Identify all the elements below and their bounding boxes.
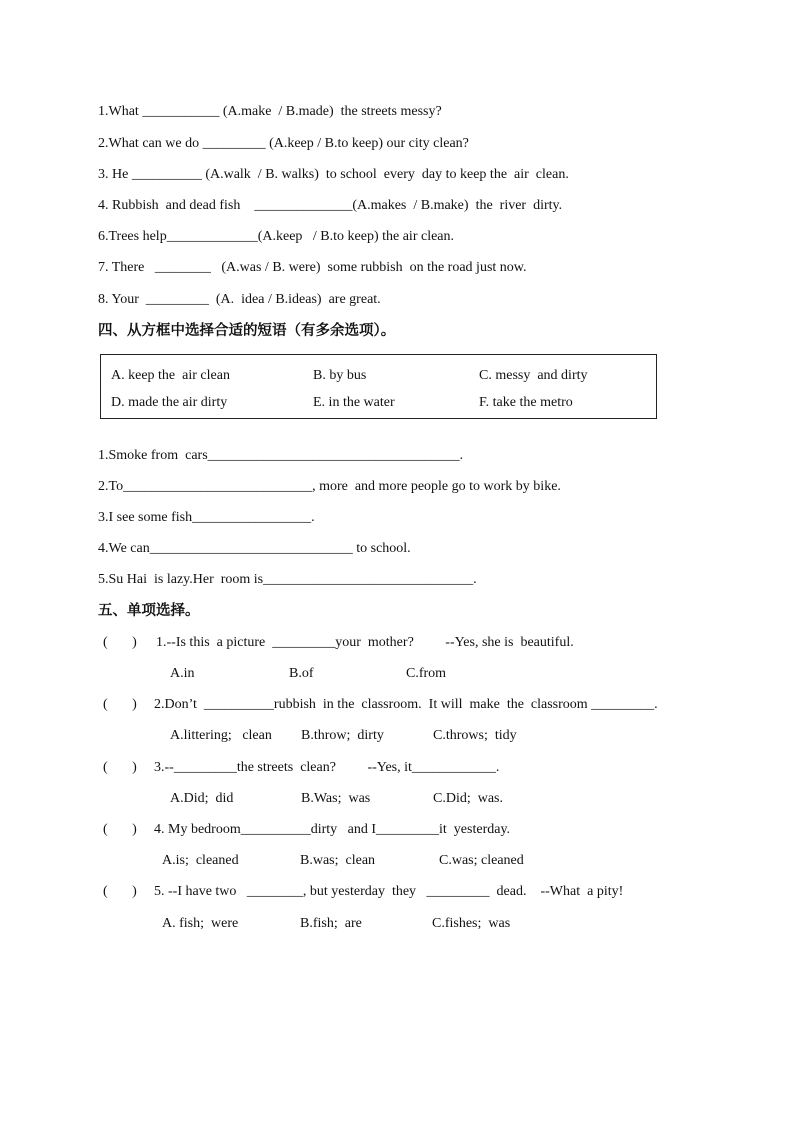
phrase-option: C. messy and dirty: [479, 368, 588, 383]
fill-item: 4. Rubbish and dead fish ______________(A.makes / B.make) the river dirty.: [98, 198, 563, 213]
fill-item: 8. Your _________ (A. idea / B.ideas) are great.: [98, 292, 381, 307]
phrase-option: F. take the metro: [479, 395, 573, 410]
choice-a: A.is; cleaned: [162, 853, 239, 868]
phrase-box: [100, 354, 657, 419]
fill-item: 6.Trees help_____________(A.keep / B.to keep) the air clean.: [98, 229, 455, 244]
fill-item: 7. There ________ (A.was / B. were) some rubbish on the road just now.: [98, 260, 527, 275]
answer-bracket: ( ): [103, 697, 137, 712]
choice-b: B.was; clean: [300, 853, 376, 868]
choice-b: B.fish; are: [300, 916, 362, 931]
choice-c: C.Did; was.: [433, 791, 503, 806]
section4-item: 2.To___________________________, more and more people go to work by bike.: [98, 479, 561, 494]
fill-item: 2.What can we do _________ (A.keep / B.to keep) our city clean?: [98, 136, 469, 151]
section4-item: 4.We can_____________________________ to school.: [98, 541, 411, 556]
choice-a: A.in: [170, 666, 195, 681]
answer-bracket: ( ): [103, 760, 137, 775]
phrase-option: A. keep the air clean: [111, 368, 230, 383]
choice-a: A.littering; clean: [170, 728, 272, 743]
answer-bracket: ( ): [103, 884, 137, 899]
choice-c: C.was; cleaned: [439, 853, 524, 868]
choice-c: C.from: [406, 666, 447, 681]
question-stem: 1.--Is this a picture _________your mother? --Yes, she is beautiful.: [156, 635, 574, 650]
choice-c: C.fishes; was: [432, 916, 511, 931]
question-stem: 5. --I have two ________, but yesterday they _________ dead. --What a pity!: [154, 884, 624, 899]
choice-b: B.throw; dirty: [301, 728, 384, 743]
fill-item: 3. He __________ (A.walk / B. walks) to school every day to keep the air clean.: [98, 167, 569, 182]
fill-item: 1.What ___________ (A.make / B.made) the streets messy?: [98, 104, 442, 119]
section4-heading: 四、从方框中选择合适的短语（有多余选项）。: [98, 323, 396, 339]
section4-item: 1.Smoke from cars____________________________________.: [98, 448, 464, 463]
phrase-option: B. by bus: [313, 368, 367, 383]
question-stem: 4. My bedroom__________dirty and I_________it yesterday.: [154, 822, 511, 837]
question-stem: 3.--_________the streets clean? --Yes, it____________.: [154, 760, 500, 775]
choice-b: B.of: [289, 666, 314, 681]
choice-a: A.Did; did: [170, 791, 234, 806]
choice-c: C.throws; tidy: [433, 728, 517, 743]
section4-item: 5.Su Hai is lazy.Her room is______________________________.: [98, 572, 477, 587]
phrase-option: D. made the air dirty: [111, 395, 228, 410]
choice-a: A. fish; were: [162, 916, 239, 931]
choice-b: B.Was; was: [301, 791, 371, 806]
phrase-option: E. in the water: [313, 395, 395, 410]
section4-item: 3.I see some fish_________________.: [98, 510, 315, 525]
section5-heading: 五、单项选择。: [98, 603, 200, 619]
answer-bracket: ( ): [103, 635, 137, 650]
answer-bracket: ( ): [103, 822, 137, 837]
question-stem: 2.Don’t __________rubbish in the classroom. It will make the classroom _________.: [154, 697, 658, 712]
